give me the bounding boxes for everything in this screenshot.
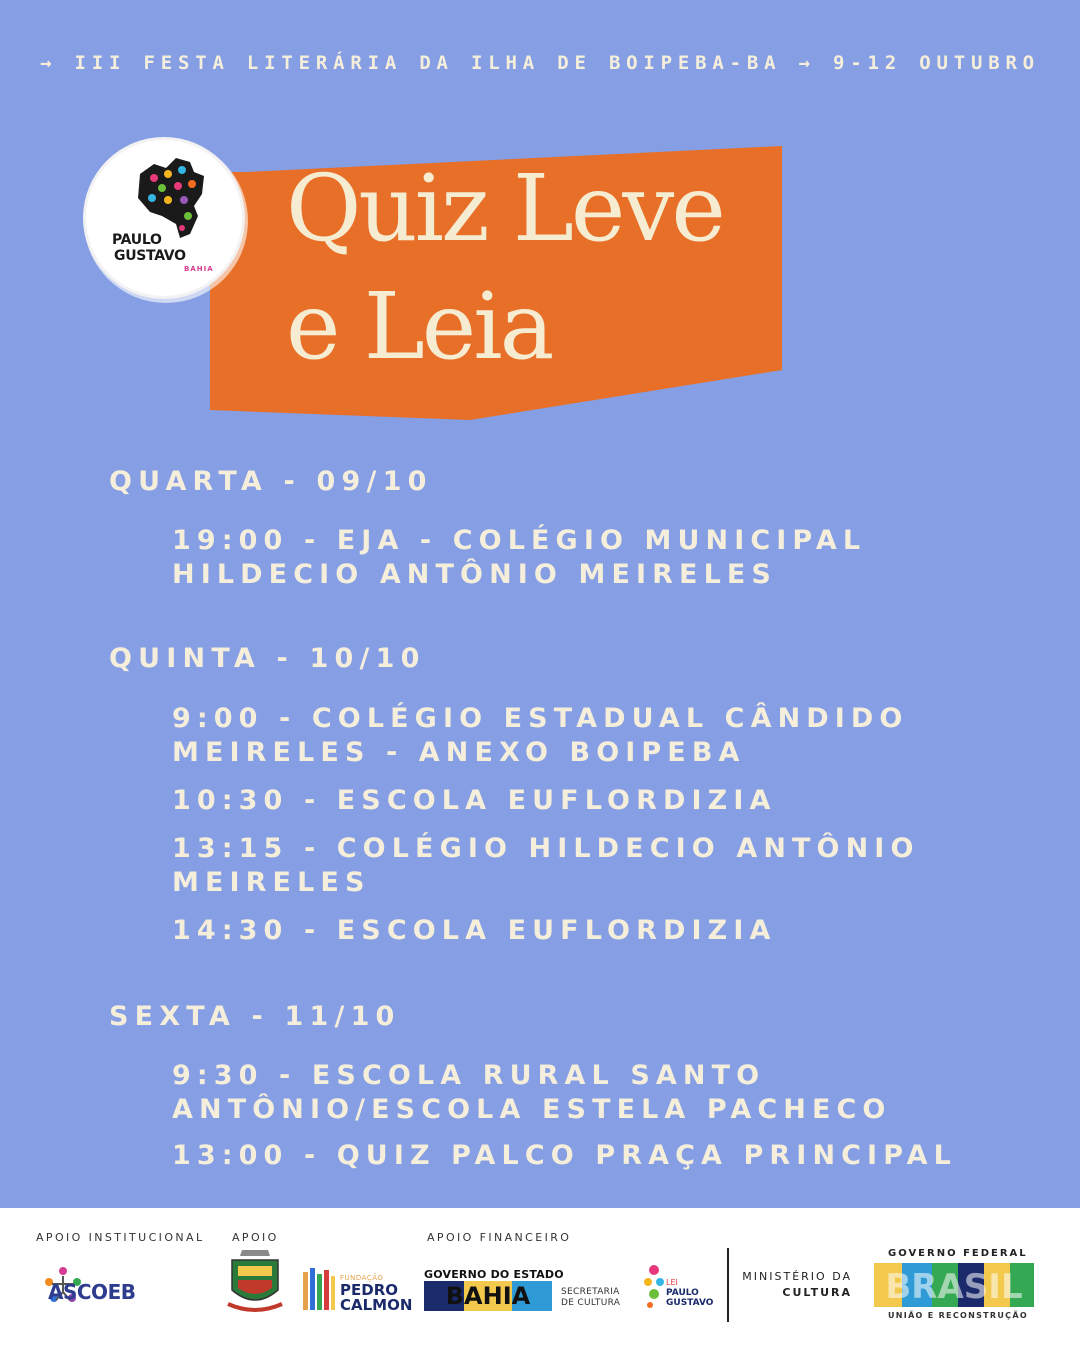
pedro-calmon-books-icon (303, 1268, 335, 1310)
page-title (286, 150, 723, 386)
schedule-item: 9:00 - COLÉGIO ESTADUAL CÂNDIDO MEIRELES - ANEXO BOIPEBA (172, 703, 909, 768)
lpg-line-1: LEI (666, 1278, 678, 1287)
day-heading: QUINTA - 10/10 (109, 643, 426, 674)
schedule-item: 9:30 - ESCOLA RURAL SANTO ANTÔNIO/ESCOLA ESTELA PACHECO (172, 1060, 892, 1125)
title-line-2: e Leia (286, 273, 552, 380)
pedro-calmon-line-1: PEDRO (340, 1281, 398, 1299)
pedro-calmon-label: FUNDAÇÃO (340, 1274, 384, 1282)
brasil-logo-text: BRASIL (885, 1267, 1023, 1307)
ministerio-line-1: MINISTÉRIO DA (742, 1270, 852, 1283)
schedule-item: 13:15 - COLÉGIO HILDECIO ANTÔNIO MEIRELES (172, 833, 920, 898)
sponsors-footer (0, 1208, 1080, 1346)
schedule-item: 10:30 - ESCOLA EUFLORDIZIA (172, 785, 777, 816)
event-tagline: → III FESTA LITERÁRIA DA ILHA DE BOIPEBA-BA → 9-12 OUTUBRO (40, 52, 1040, 74)
badge-line-2: GUSTAVO (114, 248, 186, 264)
pedro-calmon-line-2: CALMON (340, 1296, 413, 1314)
lpg-line-3: GUSTAVO (666, 1298, 714, 1308)
label-apoio: APOIO (232, 1231, 279, 1244)
lpg-line-2: PAULO (666, 1288, 699, 1298)
ministerio-line-2: CULTURA (782, 1286, 852, 1299)
governo-estado-label: GOVERNO DO ESTADO (424, 1268, 564, 1281)
ascoeb-logo-text: ASCOEB (48, 1280, 136, 1304)
badge-line-1: PAULO (112, 232, 162, 248)
label-apoio-financeiro: APOIO FINANCEIRO (427, 1231, 572, 1244)
paulo-gustavo-bahia-logo (86, 140, 242, 296)
bahia-logo-text: BAHIA (445, 1282, 531, 1310)
footer-divider (727, 1248, 729, 1322)
governo-federal-label: GOVERNO FEDERAL (888, 1248, 1028, 1259)
title-line-1: Quiz Leve (286, 155, 723, 262)
brasil-logo-mark (874, 1263, 1034, 1307)
bahia-map-icon (132, 154, 210, 240)
bahia-logo-mark (424, 1281, 552, 1311)
schedule-item: 19:00 - EJA - COLÉGIO MUNICIPAL HILDECIO ANTÔNIO MEIRELES (172, 525, 867, 590)
day-heading: SEXTA - 11/10 (109, 1001, 401, 1032)
uniao-reconstrucao-label: UNIÃO E RECONSTRUÇÃO (888, 1311, 1028, 1320)
label-apoio-institucional: APOIO INSTITUCIONAL (36, 1231, 205, 1244)
day-heading: QUARTA - 09/10 (109, 466, 433, 497)
municipal-coat-of-arms-icon (224, 1246, 286, 1318)
schedule-item: 13:00 - QUIZ PALCO PRAÇA PRINCIPAL (172, 1140, 957, 1171)
schedule-item: 14:30 - ESCOLA EUFLORDIZIA (172, 915, 777, 946)
secretaria-line-2: DE CULTURA (561, 1298, 621, 1308)
badge-line-3: BAHIA (184, 265, 214, 273)
secretaria-line-1: SECRETARIA (561, 1287, 620, 1297)
lei-paulo-gustavo-icon (642, 1262, 666, 1310)
